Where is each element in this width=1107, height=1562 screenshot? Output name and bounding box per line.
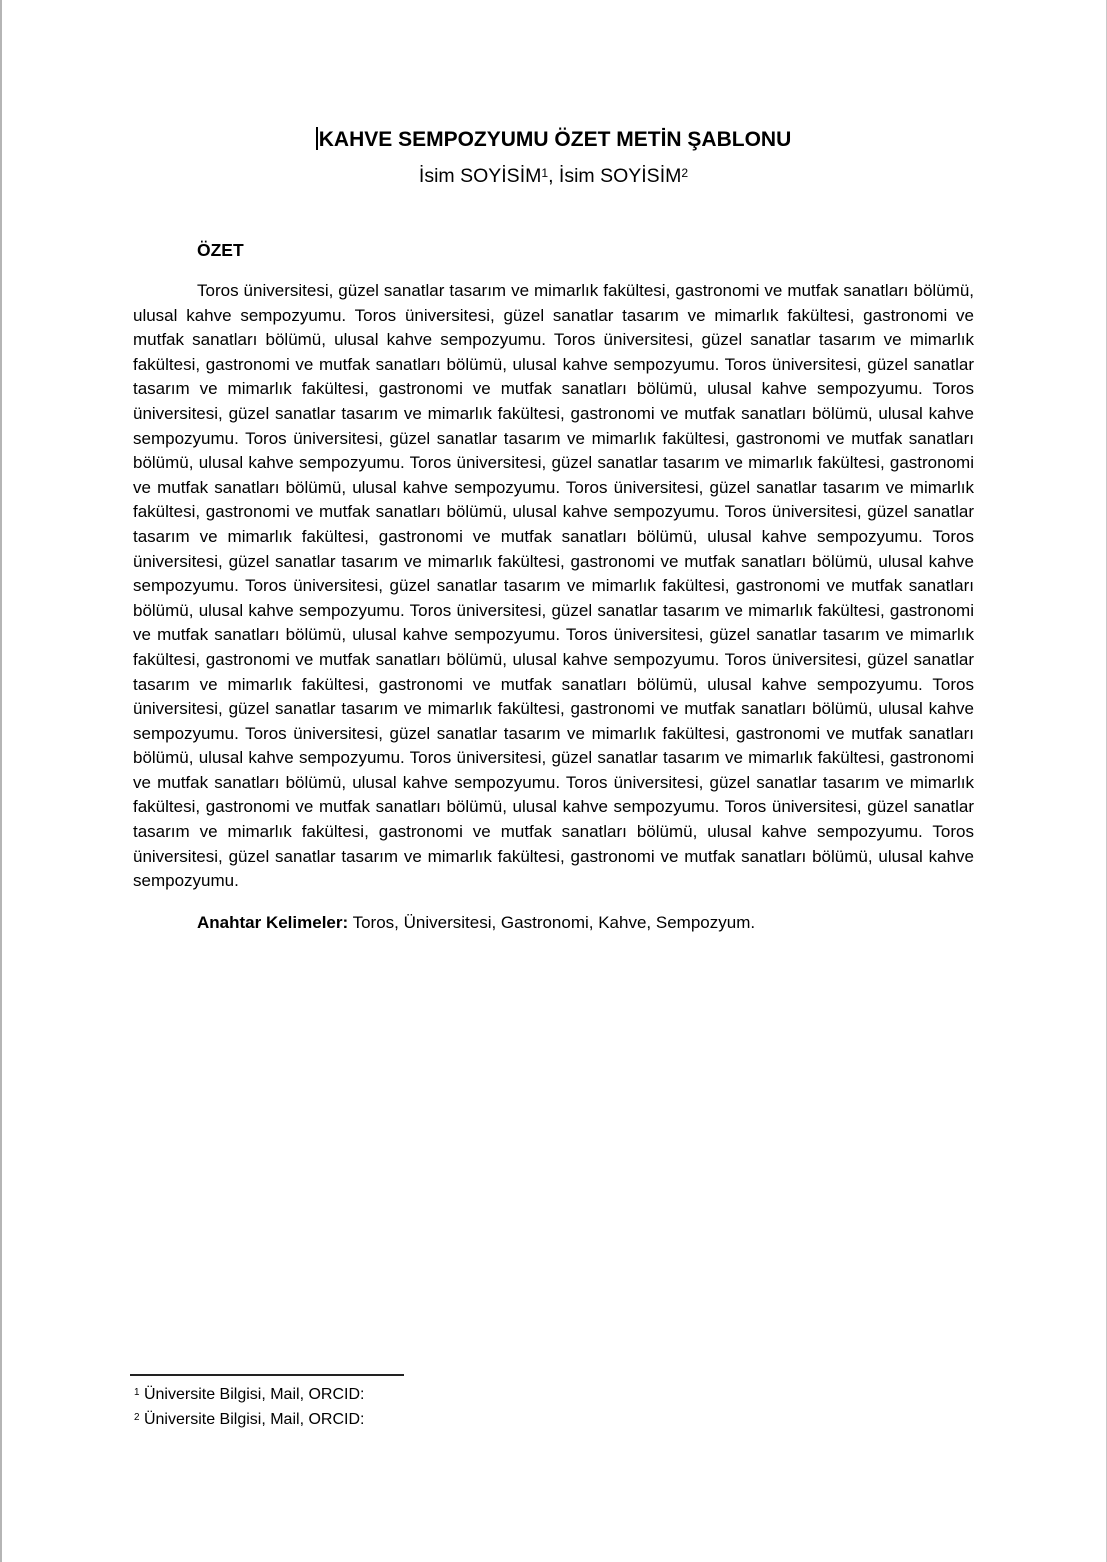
footnotes-section [130, 1374, 976, 1432]
footnote-1-text: Üniversite Bilgisi, Mail, ORCID: [143, 1386, 365, 1403]
abstract-paragraph: Toros üniversitesi, güzel sanatlar tasarım ve mimarlık fakültesi, gastronomi ve mutfak sanatları bölümü, ulusal kahve sempozyumu. Toros üniversitesi, güzel sanatlar tasarım ve mimarlık fakültesi, gastronomi ve mutfak sanatları bölümü, ulusal kahve sempozyumu. Toros üniversitesi, güzel sanatlar tasarım ve mimarlık fakültesi, gastronomi ve mutfak sanatları bölümü, ulusal kahve sempozyumu. Toros üniversitesi, güzel sanatlar tasarım ve mimarlık fakültesi, gastronomi ve mutfak sanatları bölümü, ulusal kahve sempozyumu. Toros üniversitesi, güzel sanatlar tasarım ve mimarlık fakültesi, gastronomi ve mutfak sanatları bölümü, ulusal kahve sempozyumu. Toros üniversitesi, güzel sanatlar tasarım ve mimarlık fakültesi, gastronomi ve mutfak sanatları bölümü, ulusal kahve sempozyumu. Toros üniversitesi, güzel sanatlar tasarım ve mimarlık fakültesi, gastronomi ve mutfak sanatları bölümü, ulusal kahve sempozyumu. Toros üniversitesi, güzel sanatlar tasarım ve mimarlık fakültesi, gastronomi ve mutfak sanatları bölümü, ulusal kahve sempozyumu. Toros üniversitesi, güzel sanatlar tasarım ve mimarlık fakültesi, gastronomi ve mutfak sanatları bölümü, ulusal kahve sempozyumu. Toros üniversitesi, güzel sanatlar tasarım ve mimarlık fakültesi, gastronomi ve mutfak sanatları bölümü, ulusal kahve sempozyumu. Toros üniversitesi, güzel sanatlar tasarım ve mimarlık fakültesi, gastronomi ve mutfak sanatları bölümü, ulusal kahve sempozyumu. Toros üniversitesi, güzel sanatlar tasarım ve mimarlık fakültesi, gastronomi ve mutfak sanatları bölümü, ulusal kahve sempozyumu. Toros üniversitesi, güzel sanatlar tasarım ve mimarlık fakültesi, gastronomi ve mutfak sanatları bölümü, ulusal kahve sempozyumu. Toros üniversitesi, güzel sanatlar tasarım ve mimarlık fakültesi, gastronomi ve mutfak sanatları bölümü, ulusal kahve sempozyumu. Toros üniversitesi, güzel sanatlar tasarım ve mimarlık fakültesi, gastronomi ve mutfak sanatları bölümü, ulusal kahve sempozyumu. Toros üniversitesi, güzel sanatlar tasarım ve mimarlık fakültesi, gastronomi ve mutfak sanatları bölümü, ulusal kahve sempozyumu. Toros üniversitesi, güzel sanatlar tasarım ve mimarlık fakültesi, gastronomi ve mutfak sanatları bölümü, ulusal kahve sempozyumu. Toros üniversitesi, güzel sanatlar tasarım ve mimarlık fakültesi, gastronomi ve mutfak sanatları bölümü, ulusal kahve sempozyumu. Toros üniversitesi, güzel sanatlar tasarım ve mimarlık fakültesi, gastronomi ve mutfak sanatları bölümü, ulusal kahve sempozyumu. Toros üniversitesi, güzel sanatlar tasarım ve mimarlık fakültesi, gastronomi ve mutfak sanatları bölümü, ulusal kahve sempozyumu. [133, 281, 974, 891]
abstract-heading: ÖZET [197, 240, 244, 260]
authors-line [133, 163, 974, 189]
footnote-2-text: Üniversite Bilgisi, Mail, ORCID: [143, 1411, 365, 1428]
document-title-text: KAHVE SEMPOZYUMU ÖZET METİN ŞABLONU [318, 128, 792, 151]
author-1-footnote-marker: 1 [541, 165, 549, 180]
footnote-1-marker: 1 [134, 1386, 140, 1398]
footnote-2-marker: 2 [134, 1411, 140, 1423]
text-caret [316, 127, 318, 150]
footnote-1 [134, 1382, 976, 1407]
footnote-2 [134, 1407, 976, 1432]
author-1-name: İsim SOYİSİM [418, 165, 542, 187]
keywords-label: Anahtar Kelimeler: [197, 912, 349, 932]
footnote-separator [130, 1374, 404, 1376]
author-2-footnote-marker: 2 [681, 165, 689, 180]
authors-separator: , [548, 165, 559, 187]
author-2-name: İsim SOYİSİM [558, 165, 682, 187]
document-title [133, 127, 974, 153]
keywords-text: Toros, Üniversitesi, Gastronomi, Kahve, Sempozyum. [352, 912, 756, 932]
keywords-line [133, 910, 974, 935]
